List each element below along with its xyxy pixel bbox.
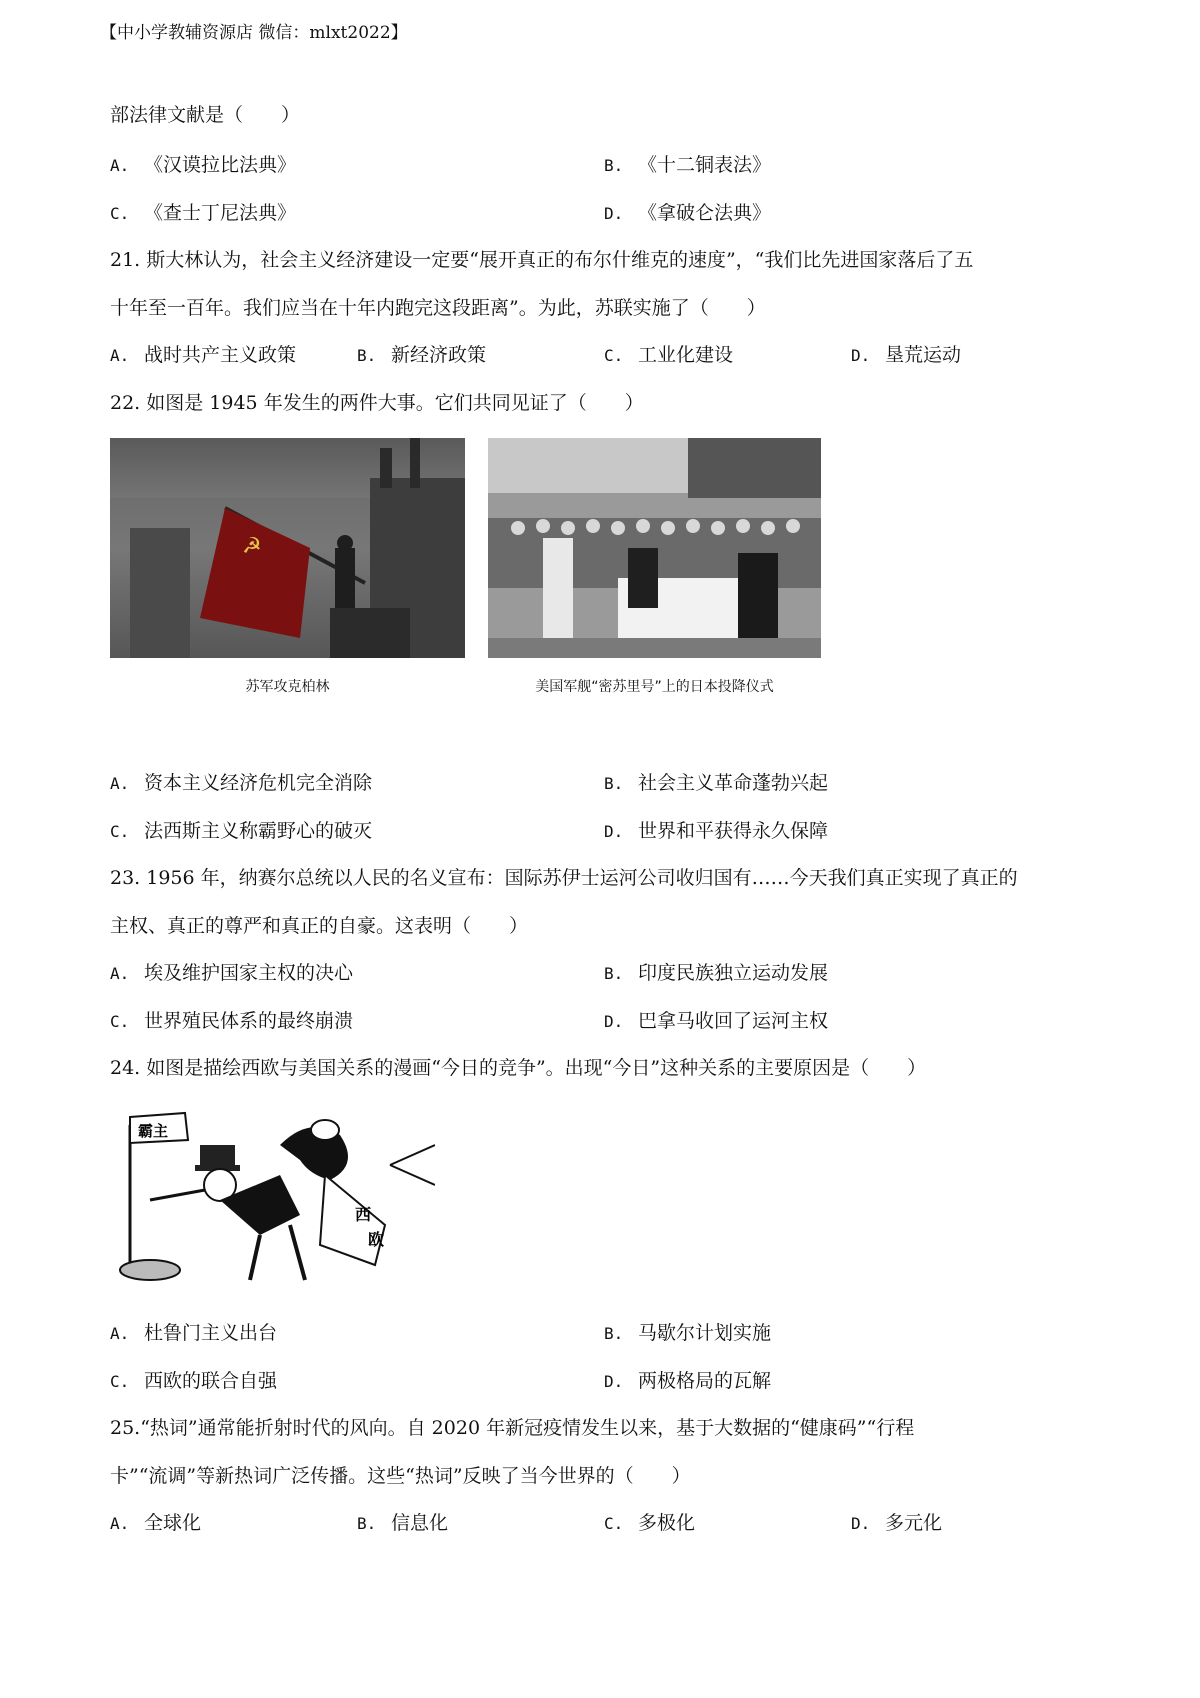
q22-option-d: D. 世界和平获得永久保障 xyxy=(604,820,829,842)
q23-option-b: B. 印度民族独立运动发展 xyxy=(604,962,829,984)
q21-option-b: B. 新经济政策 xyxy=(357,344,487,366)
cartoon-label-europe: 欧 xyxy=(368,1230,385,1249)
q20-option-d: D. 《拿破仑法典》 xyxy=(604,202,772,224)
q24-option-a: A. 杜鲁门主义出台 xyxy=(110,1322,278,1344)
q25-stem-line-2: 卡”“流调”等新热词广泛传播。这些“热词”反映了当今世界的（ ） xyxy=(110,1465,691,1487)
q22-option-a: A. 资本主义经济危机完全消除 xyxy=(110,772,373,794)
photo-caption-missouri: 美国军舰“密苏里号”上的日本投降仪式 xyxy=(535,679,774,695)
q21-option-c: C. 工业化建设 xyxy=(604,344,734,366)
q25-option-b: B. 信息化 xyxy=(357,1512,449,1534)
q23-option-c: C. 世界殖民体系的最终崩溃 xyxy=(110,1010,354,1032)
q21-option-d: D. 垦荒运动 xyxy=(851,344,962,366)
q24-stem: 24. 如图是描绘西欧与美国关系的漫画“今日的竞争”。出现“今日”这种关系的主要原因是（ ） xyxy=(110,1057,927,1079)
q24-option-c: C. 西欧的联合自强 xyxy=(110,1370,278,1392)
q24-option-d: D. 两极格局的瓦解 xyxy=(604,1370,772,1392)
q22-stem: 22. 如图是 1945 年发生的两件大事。它们共同见证了（ ） xyxy=(110,392,644,414)
q23-option-d: D. 巴拿马收回了运河主权 xyxy=(604,1010,829,1032)
q21-stem-line-2: 十年至一百年。我们应当在十年内跑完这段距离”。为此，苏联实施了（ ） xyxy=(110,297,766,319)
q20-stem: 部法律文献是（ ） xyxy=(110,104,301,126)
photo-caption-berlin: 苏军攻克柏林 xyxy=(245,679,330,695)
q20-option-b: B. 《十二铜表法》 xyxy=(604,154,772,176)
q23-option-a: A. 埃及维护国家主权的决心 xyxy=(110,962,354,984)
q21-option-a: A. 战时共产主义政策 xyxy=(110,344,297,366)
q23-stem-line-1: 23. 1956 年，纳赛尔总统以人民的名义宣布：国际苏伊士运河公司收归国有……今天我们真正实现了真正的 xyxy=(110,867,1018,889)
q22-option-b: B. 社会主义革命蓬勃兴起 xyxy=(604,772,829,794)
q20-option-c: C. 《查士丁尼法典》 xyxy=(110,202,297,224)
q25-option-d: D. 多元化 xyxy=(851,1512,943,1534)
q23-stem-line-2: 主权、真正的尊严和真正的自豪。这表明（ ） xyxy=(110,915,529,937)
q25-option-c: C. 多极化 xyxy=(604,1512,696,1534)
q21-stem-line-1: 21. 斯大林认为，社会主义经济建设一定要“展开真正的布尔什维克的速度”，“我们比先进国家落后了五 xyxy=(110,249,974,271)
svg-text:☭: ☭ xyxy=(242,534,262,559)
q25-stem-line-1: 25.“热词”通常能折射时代的风向。自 2020 年新冠疫情发生以来，基于大数据的“健康码”“行程 xyxy=(110,1417,915,1439)
cartoon-flag-text: 霸主 xyxy=(138,1122,169,1140)
q25-option-a: A. 全球化 xyxy=(110,1512,202,1534)
q24-option-b: B. 马歇尔计划实施 xyxy=(604,1322,772,1344)
cartoon-label-west: 西 xyxy=(355,1205,372,1224)
q22-option-c: C. 法西斯主义称霸野心的破灭 xyxy=(110,820,373,842)
q20-option-a: A. 《汉谟拉比法典》 xyxy=(110,154,297,176)
photo-berlin-flag xyxy=(110,438,465,658)
page-header: 【中小学教辅资源店 微信：mlxt2022】 xyxy=(100,23,408,43)
photo-missouri-surrender xyxy=(488,438,821,658)
cartoon-todays-competition xyxy=(110,1105,435,1285)
